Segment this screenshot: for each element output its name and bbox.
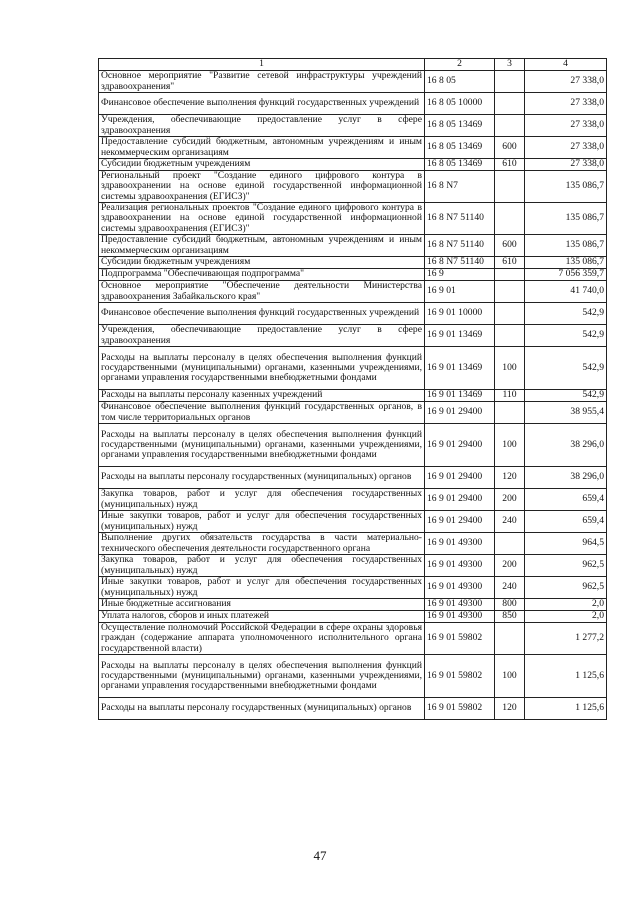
cell-code: 16 8 05 13469 [425,115,495,137]
cell-vr: 240 [495,577,525,599]
cell-name: Уплата налогов, сборов и иных платежей [99,611,425,623]
cell-code: 16 9 [425,269,495,281]
cell-vr: 200 [495,555,525,577]
cell-amount: 659,4 [525,511,607,533]
header-col-vr: 3 [495,59,525,71]
cell-name: Основное мероприятие "Обеспечение деятельности Министерства здравоохранения Забайкальского края" [99,281,425,303]
table-header-row [99,59,607,71]
table-row [99,623,607,655]
cell-name: Учреждения, обеспечивающие предоставление услуг в сфере здравоохранения [99,115,425,137]
cell-vr: 110 [495,390,525,402]
table-row [99,599,607,611]
cell-name: Расходы на выплаты персоналу государственных (муниципальных) органов [99,467,425,489]
header-col-code: 2 [425,59,495,71]
cell-code: 16 9 01 13469 [425,390,495,402]
cell-vr [495,533,525,555]
table-row [99,281,607,303]
cell-name: Предоставление субсидий бюджетным, автономным учреждениям и иным некоммерческим организациям [99,235,425,257]
cell-vr [495,623,525,655]
cell-code: 16 8 N7 51140 [425,235,495,257]
cell-name: Расходы на выплаты персоналу в целях обеспечения выполнения функций государственными (муниципальными) органами, казенными учреждениями, органами управления государственными внебюджетными фондами [99,347,425,390]
cell-amount: 135 086,7 [525,257,607,269]
cell-amount: 542,9 [525,390,607,402]
cell-code: 16 9 01 59802 [425,655,495,698]
cell-vr: 120 [495,467,525,489]
table-row [99,577,607,599]
cell-code: 16 9 01 49300 [425,555,495,577]
cell-vr [495,269,525,281]
table-row [99,533,607,555]
cell-vr [495,402,525,424]
cell-vr: 850 [495,611,525,623]
cell-name: Расходы на выплаты персоналу в целях обеспечения выполнения функций государственными (муниципальными) органами, казенными учреждениями, органами управления государственными внебюджетными фондами [99,655,425,698]
cell-name: Закупка товаров, работ и услуг для обеспечения государственных (муниципальных) нужд [99,555,425,577]
cell-vr [495,93,525,115]
cell-amount: 41 740,0 [525,281,607,303]
table-row [99,115,607,137]
cell-code: 16 8 05 13469 [425,137,495,159]
cell-code: 16 8 05 [425,71,495,93]
cell-amount: 27 338,0 [525,93,607,115]
header-col-name: 1 [99,59,425,71]
table-row [99,171,607,203]
table-row [99,159,607,171]
table-row [99,235,607,257]
cell-name: Закупка товаров, работ и услуг для обеспечения государственных (муниципальных) нужд [99,489,425,511]
cell-code: 16 9 01 13469 [425,325,495,347]
cell-amount: 38 955,4 [525,402,607,424]
cell-amount: 1 277,2 [525,623,607,655]
cell-name: Расходы на выплаты персоналу государственных (муниципальных) органов [99,698,425,720]
cell-code: 16 9 01 [425,281,495,303]
cell-amount: 964,5 [525,533,607,555]
cell-vr: 240 [495,511,525,533]
cell-vr: 600 [495,235,525,257]
cell-vr [495,171,525,203]
cell-vr [495,115,525,137]
table-row [99,511,607,533]
cell-amount: 135 086,7 [525,203,607,235]
cell-amount: 27 338,0 [525,115,607,137]
cell-name: Предоставление субсидий бюджетным, автономным учреждениям и иным некоммерческим организациям [99,137,425,159]
cell-vr [495,71,525,93]
table-row [99,203,607,235]
table-row [99,390,607,402]
cell-amount: 542,9 [525,347,607,390]
cell-code: 16 9 01 49300 [425,533,495,555]
cell-amount: 1 125,6 [525,698,607,720]
cell-code: 16 9 01 49300 [425,599,495,611]
cell-code: 16 8 N7 51140 [425,257,495,269]
cell-amount: 27 338,0 [525,159,607,171]
table-row [99,93,607,115]
cell-vr: 100 [495,347,525,390]
cell-amount: 659,4 [525,489,607,511]
cell-code: 16 9 01 29400 [425,467,495,489]
cell-name: Региональный проект "Создание единого цифрового контура в здравоохранении на основе единой государственной информационной системы здравоохранения (ЕГИСЗ)" [99,171,425,203]
cell-amount: 27 338,0 [525,137,607,159]
cell-code: 16 9 01 29400 [425,489,495,511]
cell-amount: 542,9 [525,303,607,325]
cell-amount: 2,0 [525,611,607,623]
cell-amount: 38 296,0 [525,424,607,467]
table-row [99,467,607,489]
cell-code: 16 9 01 59802 [425,623,495,655]
budget-table-container [98,58,606,720]
cell-code: 16 9 01 49300 [425,577,495,599]
cell-name: Иные закупки товаров, работ и услуг для обеспечения государственных (муниципальных) нужд [99,511,425,533]
cell-amount: 962,5 [525,577,607,599]
cell-vr: 610 [495,159,525,171]
table-row [99,611,607,623]
table-row [99,489,607,511]
cell-amount: 135 086,7 [525,171,607,203]
cell-code: 16 8 N7 51140 [425,203,495,235]
cell-code: 16 9 01 13469 [425,347,495,390]
cell-name: Финансовое обеспечение выполнения функций государственных органов, в том числе территориальных органов [99,402,425,424]
cell-name: Финансовое обеспечение выполнения функций государственных учреждений [99,303,425,325]
cell-name: Учреждения, обеспечивающие предоставление услуг в сфере здравоохранения [99,325,425,347]
table-row [99,71,607,93]
cell-name: Расходы на выплаты персоналу в целях обеспечения выполнения функций государственными (муниципальными) органами, казенными учреждениями, органами управления государственными внебюджетными фондами [99,424,425,467]
cell-code: 16 9 01 49300 [425,611,495,623]
cell-amount: 38 296,0 [525,467,607,489]
cell-vr: 100 [495,424,525,467]
cell-name: Выполнение других обязательств государства в части материально-технического обеспечения деятельности государственного органа [99,533,425,555]
table-row [99,655,607,698]
cell-amount: 7 056 359,7 [525,269,607,281]
cell-vr: 610 [495,257,525,269]
cell-vr: 100 [495,655,525,698]
cell-vr [495,303,525,325]
table-row [99,424,607,467]
cell-vr [495,325,525,347]
cell-code: 16 8 05 13469 [425,159,495,171]
cell-vr [495,281,525,303]
table-row [99,257,607,269]
cell-vr [495,203,525,235]
cell-amount: 1 125,6 [525,655,607,698]
page-number: 47 [313,848,327,863]
cell-amount: 135 086,7 [525,235,607,257]
cell-amount: 542,9 [525,325,607,347]
cell-name: Реализация региональных проектов "Создание единого цифрового контура в здравоохранении на основе единой государственной информационной системы здравоохранения (ЕГИСЗ)" [99,203,425,235]
cell-code: 16 9 01 59802 [425,698,495,720]
table-row [99,137,607,159]
table-row [99,325,607,347]
cell-code: 16 8 05 10000 [425,93,495,115]
cell-name: Основное мероприятие "Развитие сетевой инфраструктуры учреждений здравоохранения" [99,71,425,93]
cell-name: Расходы на выплаты персоналу казенных учреждений [99,390,425,402]
table-row [99,269,607,281]
cell-code: 16 8 N7 [425,171,495,203]
cell-amount: 962,5 [525,555,607,577]
cell-code: 16 9 01 10000 [425,303,495,325]
table-body [99,71,607,720]
table-row [99,698,607,720]
cell-name: Финансовое обеспечение выполнения функций государственных учреждений [99,93,425,115]
cell-vr: 600 [495,137,525,159]
cell-amount: 2,0 [525,599,607,611]
cell-name: Осуществление полномочий Российской Федерации в сфере охраны здоровья граждан (содержание аппарата уполномоченного исполнительного органа государственной власти) [99,623,425,655]
table-row [99,555,607,577]
cell-name: Иные бюджетные ассигнования [99,599,425,611]
cell-code: 16 9 01 29400 [425,402,495,424]
cell-name: Субсидии бюджетным учреждениям [99,159,425,171]
table-row [99,402,607,424]
cell-vr: 200 [495,489,525,511]
cell-code: 16 9 01 29400 [425,424,495,467]
cell-amount: 27 338,0 [525,71,607,93]
cell-code: 16 9 01 29400 [425,511,495,533]
cell-vr: 120 [495,698,525,720]
budget-table [98,58,607,720]
table-row [99,347,607,390]
cell-name: Иные закупки товаров, работ и услуг для обеспечения государственных (муниципальных) нужд [99,577,425,599]
cell-name: Подпрограмма "Обеспечивающая подпрограмма" [99,269,425,281]
header-col-amount: 4 [525,59,607,71]
table-row [99,303,607,325]
cell-vr: 800 [495,599,525,611]
cell-name: Субсидии бюджетным учреждениям [99,257,425,269]
